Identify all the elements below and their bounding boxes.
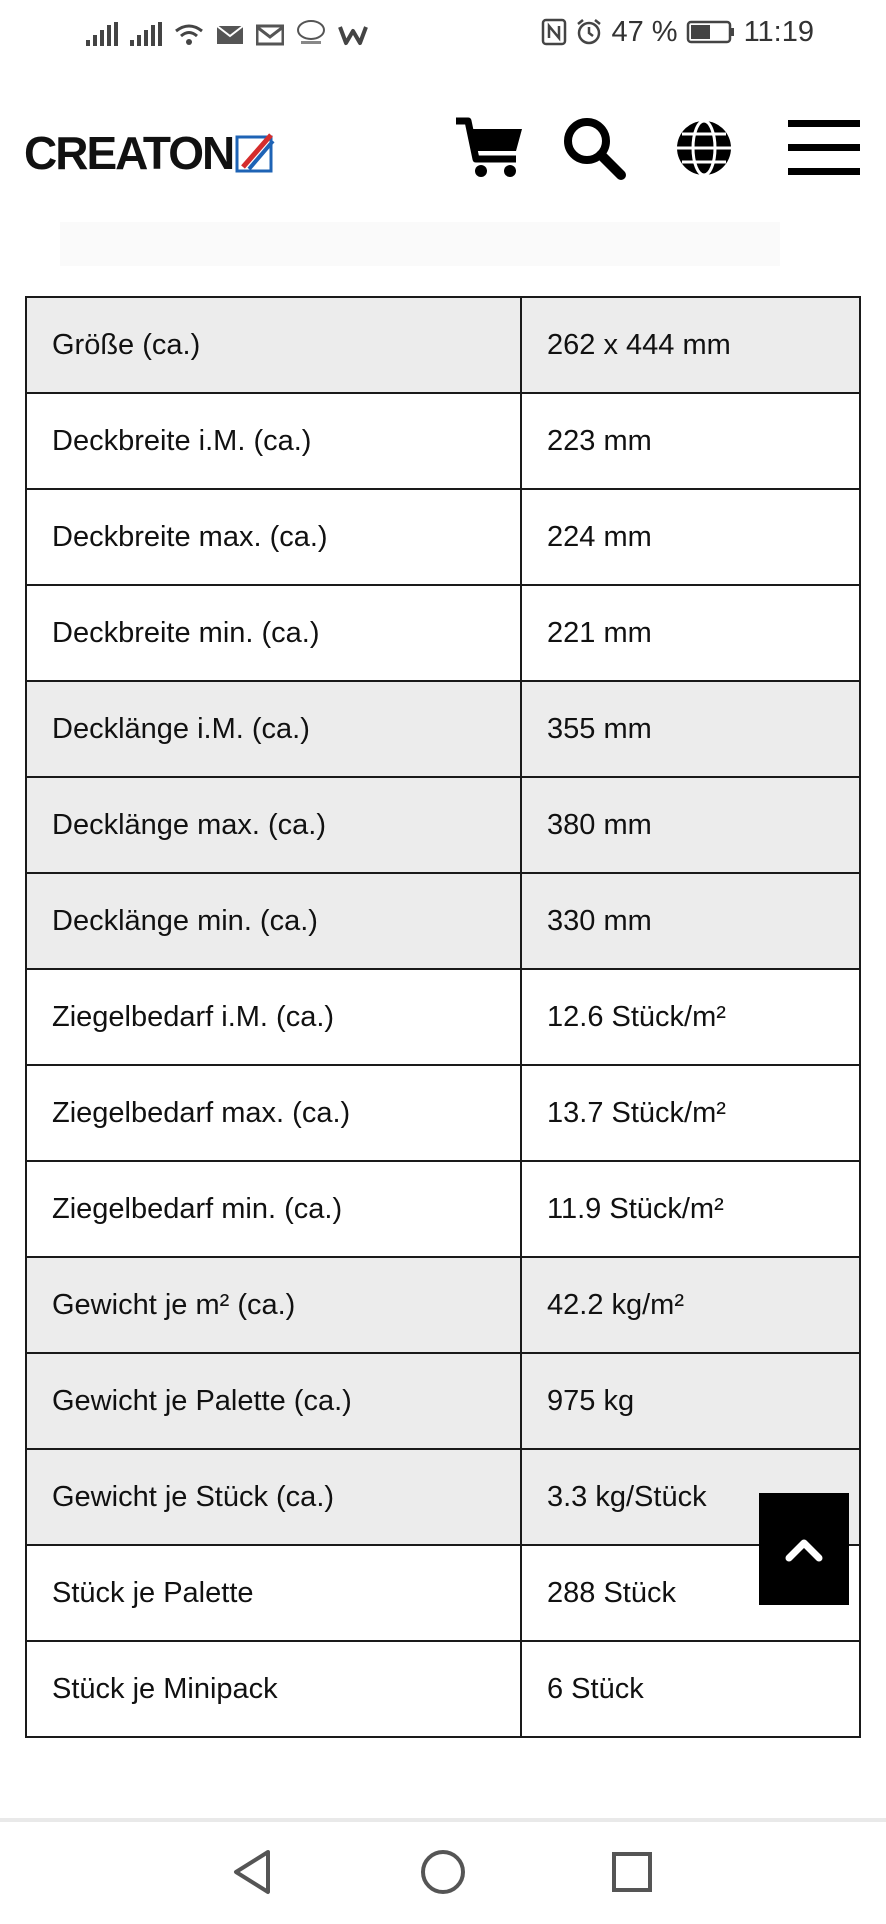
table-row bbox=[26, 1065, 860, 1161]
table-row bbox=[26, 297, 860, 393]
spec-label: Gewicht je Stück (ca.) bbox=[26, 1449, 521, 1545]
table-row bbox=[26, 873, 860, 969]
spec-value: 221 mm bbox=[521, 585, 860, 681]
spec-label: Decklänge min. (ca.) bbox=[26, 873, 521, 969]
spec-value: 223 mm bbox=[521, 393, 860, 489]
menu-icon[interactable] bbox=[786, 110, 862, 186]
battery-percent: 47 % bbox=[611, 15, 678, 48]
scroll-to-top-button[interactable] bbox=[759, 1493, 849, 1605]
battery-icon bbox=[686, 20, 736, 44]
spec-label: Größe (ca.) bbox=[26, 297, 521, 393]
status-right bbox=[541, 14, 814, 50]
table-row bbox=[26, 1257, 860, 1353]
table-row bbox=[26, 489, 860, 585]
spec-value: 224 mm bbox=[521, 489, 860, 585]
spec-label: Gewicht je Palette (ca.) bbox=[26, 1353, 521, 1449]
spec-value: 6 Stück bbox=[521, 1641, 860, 1737]
spec-value: 330 mm bbox=[521, 873, 860, 969]
signal-icon bbox=[86, 22, 118, 46]
back-triangle-icon bbox=[230, 1848, 274, 1896]
spec-label: Decklänge i.M. (ca.) bbox=[26, 681, 521, 777]
clock: 11:19 bbox=[743, 15, 814, 48]
faint-background-band bbox=[60, 222, 780, 266]
spec-value: 11.9 Stück/m² bbox=[521, 1161, 860, 1257]
recents-square-icon bbox=[610, 1850, 654, 1894]
search-icon[interactable] bbox=[556, 110, 632, 186]
table-row bbox=[26, 585, 860, 681]
spec-label: Ziegelbedarf max. (ca.) bbox=[26, 1065, 521, 1161]
spec-value: 262 x 444 mm bbox=[521, 297, 860, 393]
status-left-icons bbox=[86, 14, 368, 46]
ebay-icon bbox=[296, 20, 326, 46]
spec-label: Deckbreite i.M. (ca.) bbox=[26, 393, 521, 489]
table-row bbox=[26, 1353, 860, 1449]
system-nav-bar bbox=[0, 1818, 886, 1924]
logo-text: CREATON bbox=[24, 127, 234, 179]
spec-value: 3.3 kg/Stück bbox=[521, 1449, 860, 1545]
gmail-icon bbox=[256, 24, 284, 46]
spec-label: Deckbreite min. (ca.) bbox=[26, 585, 521, 681]
spec-label: Gewicht je m² (ca.) bbox=[26, 1257, 521, 1353]
alarm-icon bbox=[575, 18, 603, 46]
home-button[interactable] bbox=[415, 1844, 471, 1900]
home-circle-icon bbox=[419, 1848, 467, 1896]
table-row bbox=[26, 1449, 860, 1545]
spec-value: 380 mm bbox=[521, 777, 860, 873]
status-bar bbox=[0, 0, 886, 66]
spec-value: 288 Stück bbox=[521, 1545, 860, 1641]
table-row bbox=[26, 681, 860, 777]
spec-label: Decklänge max. (ca.) bbox=[26, 777, 521, 873]
recents-button[interactable] bbox=[604, 1844, 660, 1900]
spec-value: 13.7 Stück/m² bbox=[521, 1065, 860, 1161]
spec-label: Deckbreite max. (ca.) bbox=[26, 489, 521, 585]
table-row bbox=[26, 1161, 860, 1257]
logo-mark-icon bbox=[235, 133, 275, 173]
table-row bbox=[26, 777, 860, 873]
specs-table bbox=[25, 296, 861, 1738]
creaton-logo[interactable] bbox=[24, 126, 275, 180]
wifi-icon bbox=[174, 22, 204, 46]
table-row bbox=[26, 969, 860, 1065]
chevron-up-icon bbox=[785, 1536, 823, 1562]
cart-icon[interactable] bbox=[452, 110, 528, 186]
signal-icon bbox=[130, 22, 162, 46]
spec-value: 355 mm bbox=[521, 681, 860, 777]
site-header bbox=[0, 100, 886, 200]
spec-value: 12.6 Stück/m² bbox=[521, 969, 860, 1065]
spec-value: 42.2 kg/m² bbox=[521, 1257, 860, 1353]
nfc-icon bbox=[541, 18, 567, 46]
back-button[interactable] bbox=[224, 1844, 280, 1900]
table-row bbox=[26, 393, 860, 489]
spec-label: Stück je Palette bbox=[26, 1545, 521, 1641]
spec-label: Ziegelbedarf min. (ca.) bbox=[26, 1161, 521, 1257]
w-app-icon bbox=[338, 24, 368, 46]
globe-icon[interactable] bbox=[666, 110, 742, 186]
spec-label: Stück je Minipack bbox=[26, 1641, 521, 1737]
mail-icon bbox=[216, 24, 244, 46]
spec-value: 975 kg bbox=[521, 1353, 860, 1449]
table-row bbox=[26, 1641, 860, 1737]
table-row bbox=[26, 1545, 860, 1641]
spec-label: Ziegelbedarf i.M. (ca.) bbox=[26, 969, 521, 1065]
